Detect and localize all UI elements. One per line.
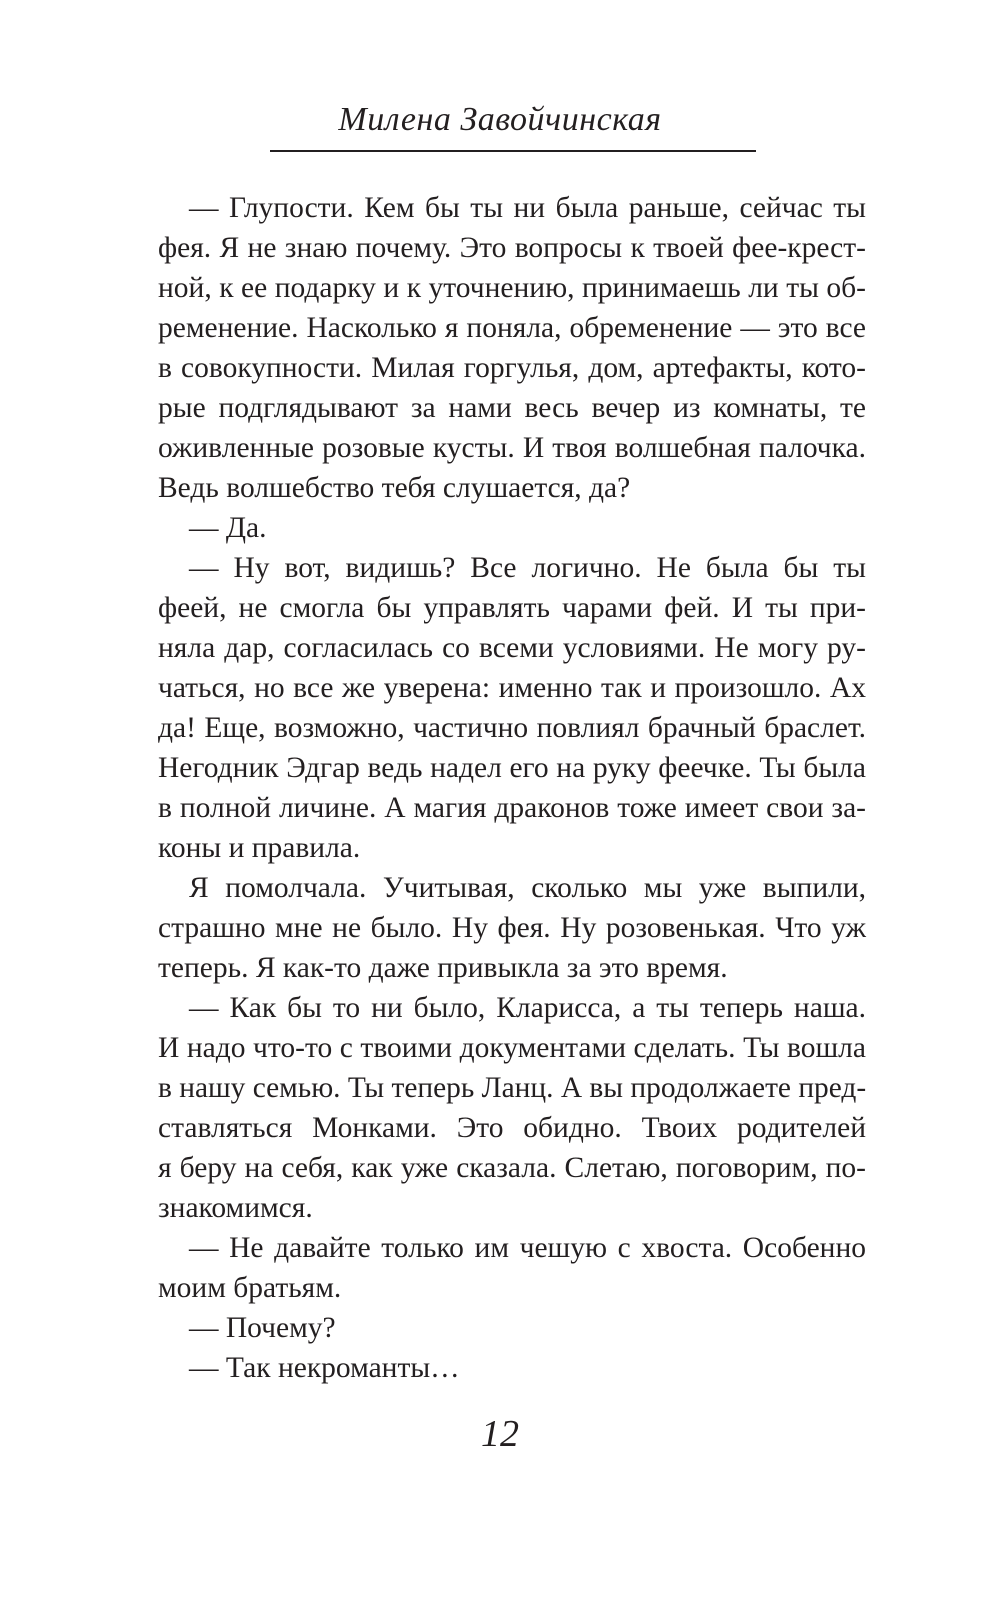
text-line: чаться, но все же уверена: именно так и произошло. Ах — [158, 672, 866, 704]
text-line: ставляться Монками. Это обидно. Твоих родителей — [158, 1112, 866, 1144]
page-number: 12 — [481, 1413, 519, 1455]
text-line: знакомимся. — [158, 1192, 313, 1224]
text-line: в полной личине. А магия драконов тоже имеет свои за- — [158, 792, 866, 824]
text-line: я беру на себя, как уже сказала. Слетаю, поговорим, по- — [158, 1152, 866, 1184]
text-line: страшно мне не было. Ну фея. Ну розовенькая. Что уж — [158, 912, 866, 944]
text-line: — Ну вот, видишь? Все логично. Не была бы ты — [189, 552, 866, 584]
text-line: няла дар, согласилась со всеми условиями. Не могу ру- — [158, 632, 866, 664]
text-line: коны и правила. — [158, 832, 361, 864]
text-line: Ведь волшебство тебя слушается, да? — [158, 472, 631, 504]
text-line: — Глупости. Кем бы ты ни была раньше, сейчас ты — [189, 192, 866, 224]
header-rule — [270, 150, 756, 152]
text-line: — Почему? — [189, 1312, 336, 1344]
text-line: моим братьям. — [158, 1272, 342, 1304]
text-line: — Да. — [189, 512, 267, 544]
text-line: да! Еще, возможно, частично повлиял брачный браслет. — [158, 712, 866, 744]
text-line: Я помолчала. Учитывая, сколько мы уже выпили, — [189, 872, 866, 904]
text-line: рые подглядывают за нами весь вечер из комнаты, те — [158, 392, 866, 424]
text-line: в совокупности. Милая горгулья, дом, артефакты, кото- — [158, 352, 866, 384]
text-line: — Так некроманты… — [189, 1352, 460, 1384]
text-line: ной, к ее подарку и к уточнению, принимаешь ли ты об- — [158, 272, 866, 304]
text-line: оживленные розовые кусты. И твоя волшебная палочка. — [158, 432, 866, 464]
text-line: теперь. Я как-то даже привыкла за это время. — [158, 952, 728, 984]
text-line: И надо что-то с твоими документами сделать. Ты вошла — [158, 1032, 866, 1064]
text-line: ременение. Насколько я поняла, обременение — это все — [158, 312, 866, 344]
text-line: в нашу семью. Ты теперь Ланц. А вы продолжаете пред- — [158, 1072, 867, 1104]
text-line: Негодник Эдгар ведь надел его на руку феечке. Ты была — [158, 752, 866, 784]
text-line: феей, не смогла бы управлять чарами фей. И ты при- — [158, 592, 866, 624]
body-text — [158, 188, 866, 1388]
text-line: фея. Я не знаю почему. Это вопросы к твоей фее-крест- — [158, 232, 866, 264]
text-line: — Не давайте только им чешую с хвоста. Особенно — [189, 1232, 866, 1264]
text-line: — Как бы то ни было, Кларисса, а ты теперь наша. — [189, 992, 866, 1024]
running-head-author: Милена Завойчинская — [338, 101, 662, 138]
